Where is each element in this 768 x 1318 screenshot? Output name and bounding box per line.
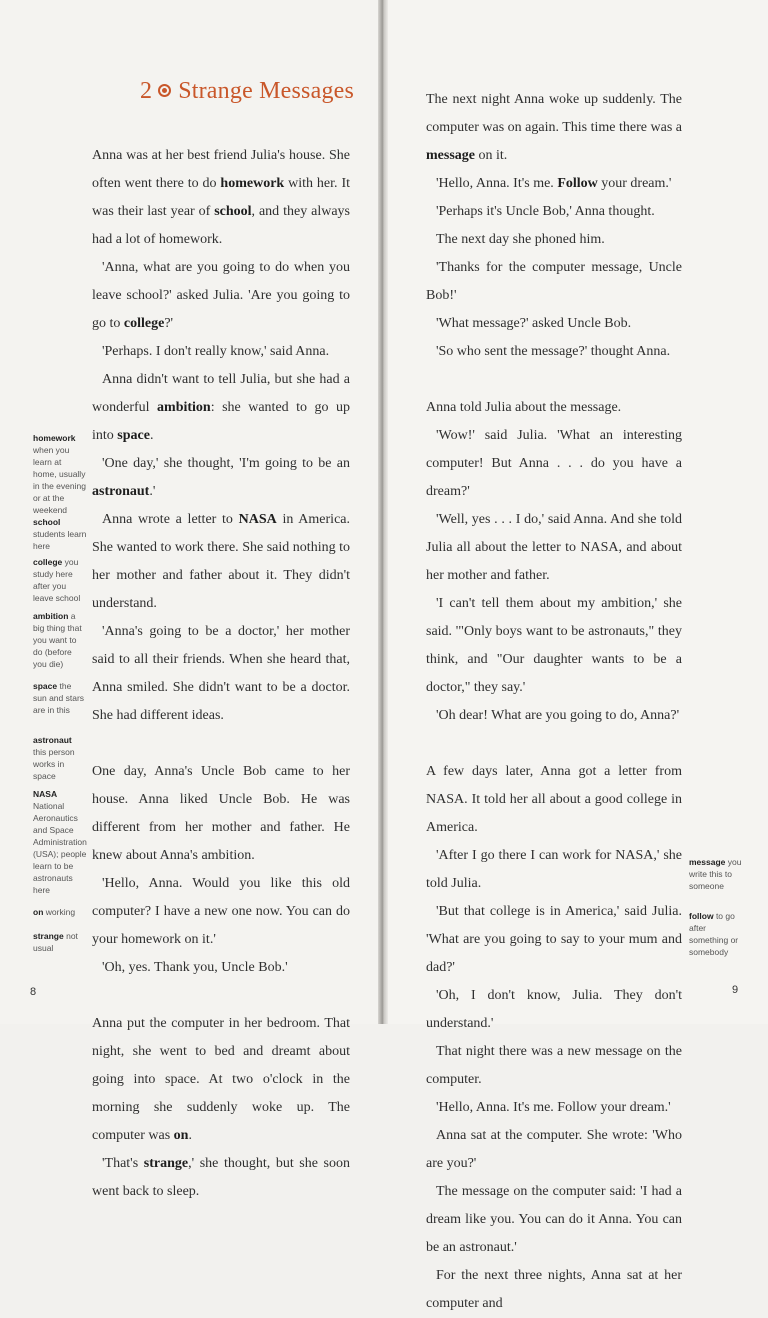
- glossary-item: astronaut this person works in space: [33, 735, 75, 781]
- paragraph: That night there was a new message on the computer.: [426, 1044, 682, 1087]
- glossary-item: follow to go after something or somebody: [689, 911, 739, 957]
- paragraph: 'Thanks for the computer message, Uncle Bob!': [426, 260, 682, 303]
- chapter-title: [140, 78, 380, 105]
- left-page-text: [92, 142, 350, 1206]
- paragraph: 'But that college is in America,' said Julia. 'What are you going to say to your mum and dad?': [426, 904, 682, 975]
- paragraph: 'Well, yes . . . I do,' said Anna. And she told Julia all about the letter to NASA, and about her mother and father.: [426, 512, 682, 583]
- paragraph: 'That's strange,' she thought, but she soon went back to sleep.: [92, 1156, 350, 1199]
- paragraph: 'What message?' asked Uncle Bob.: [436, 316, 632, 331]
- paragraph: 'One day,' she thought, 'I'm going to be an astronaut.': [92, 456, 350, 499]
- glossary-item: ambition a big thing that you want to do (before you die): [33, 611, 82, 669]
- right-page-text: [426, 86, 682, 1318]
- paragraph: 'Oh, I don't know, Julia. They don't understand.': [426, 988, 682, 1031]
- paragraph: The next night Anna woke up suddenly. The computer was on again. This time there was a message on it.: [426, 92, 682, 163]
- paragraph: 'Hello, Anna. It's me. Follow your dream.': [436, 1100, 671, 1115]
- paragraph: Anna put the computer in her bedroom. That night, she went to bed and dreamt about going into space. At two o'clock in the morning she suddenly woke up. The computer was on.: [92, 1016, 350, 1143]
- paragraph: 'Wow!' said Julia. 'What an interesting computer! But Anna . . . do you have a dream?': [426, 428, 682, 499]
- page-number-right: 9: [732, 984, 739, 996]
- book-gutter: [378, 0, 388, 1024]
- chapter-number: 2: [140, 78, 153, 104]
- paragraph: 'After I go there I can work for NASA,' she told Julia.: [426, 848, 682, 891]
- glossary-item: NASA National Aeronautics and Space Administration (USA); people learn to be astronauts here: [33, 789, 87, 895]
- chapter-bullet-icon: [158, 84, 171, 97]
- glossary-item: message you write this to someone: [689, 857, 742, 891]
- paragraph: Anna was at her best friend Julia's house. She often went there to do homework with her. It was their last year of school, and they always had a lot of homework.: [92, 148, 350, 247]
- paragraph: Anna wrote a letter to NASA in America. She wanted to work there. She said nothing to her mother and father about it. They didn't understand.: [92, 512, 351, 611]
- paragraph: 'Oh, yes. Thank you, Uncle Bob.': [102, 960, 288, 975]
- paragraph: 'Hello, Anna. It's me. Follow your dream.': [436, 176, 672, 191]
- page-number-left: 8: [30, 986, 37, 998]
- glossary-item: school students learn here: [33, 517, 87, 551]
- paragraph: A few days later, Anna got a letter from NASA. It told her all about a good college in America.: [426, 764, 682, 835]
- paragraph: 'Perhaps it's Uncle Bob,' Anna thought.: [436, 204, 655, 219]
- paragraph: 'Oh dear! What are you going to do, Anna?': [436, 708, 680, 723]
- glossary-item: strange not usual: [33, 931, 78, 953]
- paragraph: 'I can't tell them about my ambition,' she said. '"Only boys want to be astronauts," they think, and "Our daughter wants to be a doctor," they say.': [426, 596, 682, 695]
- paragraph: The next day she phoned him.: [436, 232, 605, 247]
- paragraph: Anna sat at the computer. She wrote: 'Who are you?': [426, 1128, 682, 1171]
- glossary-item: homework when you learn at home, usually in the evening or at the weekend: [33, 433, 86, 515]
- chapter-title-text: Strange Messages: [178, 78, 355, 104]
- paragraph: For the next three nights, Anna sat at her computer and: [426, 1268, 682, 1311]
- glossary-item: on working: [33, 907, 76, 917]
- paragraph: 'Perhaps. I don't really know,' said Anna.: [102, 344, 330, 359]
- paragraph: 'Hello, Anna. Would you like this old computer? I have a new one now. You can do your homework on it.': [92, 876, 350, 947]
- paragraph: 'So who sent the message?' thought Anna.: [436, 344, 671, 359]
- glossary-item: college you study here after you leave school: [33, 557, 81, 603]
- glossary-item: space the sun and stars are in this: [33, 681, 85, 715]
- paragraph: Anna told Julia about the message.: [426, 400, 622, 415]
- paragraph: The message on the computer said: 'I had a dream like you. You can do it Anna. You can be an astronaut.': [426, 1184, 682, 1255]
- paragraph: One day, Anna's Uncle Bob came to her house. Anna liked Uncle Bob. He was different from her mother and father. He knew about Anna's ambition.: [92, 764, 350, 863]
- paragraph: 'Anna's going to be a doctor,' her mother said to all their friends. When she heard that, Anna smiled. She didn't want to be a doctor. She had different ideas.: [92, 624, 350, 723]
- paragraph: 'Anna, what are you going to do when you leave school?' asked Julia. 'Are you going to go to college?': [92, 260, 350, 331]
- paragraph: Anna didn't want to tell Julia, but she had a wonderful ambition: she wanted to go up into space.: [92, 372, 350, 443]
